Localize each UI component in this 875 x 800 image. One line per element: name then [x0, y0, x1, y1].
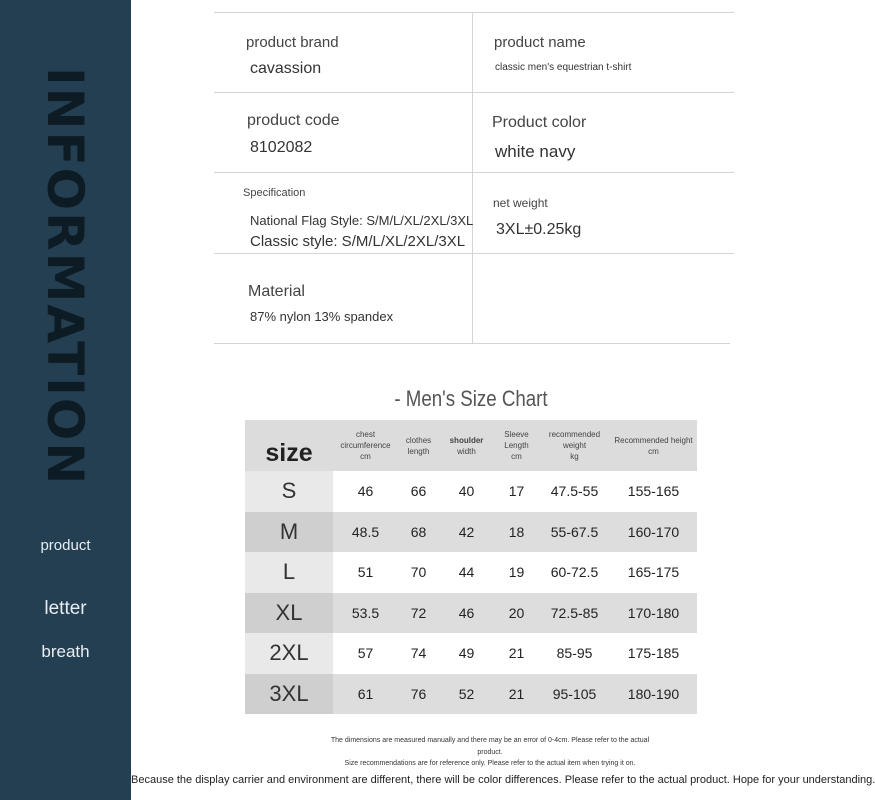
table-cell: 60-72.5 — [539, 552, 610, 593]
sleeve-length-header: Sleeve Length cm — [494, 420, 539, 471]
table-row — [245, 512, 697, 553]
size-cell: L — [245, 552, 333, 593]
size-cell: S — [245, 471, 333, 512]
material-value: 87% nylon 13% spandex — [250, 309, 394, 324]
table-cell: 95-105 — [539, 674, 610, 715]
info-divider — [214, 12, 734, 13]
table-cell: 19 — [494, 552, 539, 593]
table-cell: 74 — [398, 633, 439, 674]
info-divider — [214, 253, 734, 254]
table-cell: 57 — [333, 633, 398, 674]
table-cell: 40 — [439, 471, 494, 512]
table-cell: 68 — [398, 512, 439, 553]
table-cell: 53.5 — [333, 593, 398, 634]
table-cell: 72 — [398, 593, 439, 634]
table-cell: 44 — [439, 552, 494, 593]
table-cell: 48.5 — [333, 512, 398, 553]
spec-line-classic: Classic style: S/M/L/XL/2XL/3XL — [250, 233, 466, 250]
weight-label: net weight — [493, 196, 548, 210]
clothes-length-header: clothes length — [398, 420, 439, 471]
measurement-note: The dimensions are measured manually and there may be an error of 0-4cm. Please refer to the actual — [330, 737, 650, 744]
table-cell: 180-190 — [610, 674, 697, 715]
size-cell: 3XL — [245, 674, 333, 715]
table-cell: 160-170 — [610, 512, 697, 553]
info-divider — [214, 172, 734, 173]
product-info-table — [214, 12, 734, 344]
table-cell: 51 — [333, 552, 398, 593]
table-row — [245, 471, 697, 512]
table-cell: 155-165 — [610, 471, 697, 512]
shoulder-width-header: shoulder width — [439, 420, 494, 471]
table-cell: 46 — [333, 471, 398, 512]
table-cell: 175-185 — [610, 633, 697, 674]
name-value: classic men's equestrian t-shirt — [495, 62, 632, 73]
code-label: product code — [247, 112, 340, 129]
table-cell: 70 — [398, 552, 439, 593]
table-row — [245, 593, 697, 634]
size-chart-table — [245, 420, 697, 714]
info-divider — [214, 92, 734, 93]
table-row — [245, 633, 697, 674]
size-cell: 2XL — [245, 633, 333, 674]
table-cell: 17 — [494, 471, 539, 512]
spec-line-flag: National Flag Style: S/M/L/XL/2XL/3XL — [250, 213, 474, 228]
table-cell: 47.5-55 — [539, 471, 610, 512]
size-column-header: size — [245, 420, 333, 471]
size-chart-title: - Men's Size Chart — [394, 386, 548, 411]
size-cell: XL — [245, 593, 333, 634]
measurement-note-cont: product. — [477, 749, 503, 756]
name-label: product name — [494, 34, 586, 51]
color-value: white navy — [495, 142, 576, 161]
table-cell: 72.5-85 — [539, 593, 610, 634]
brand-label: product brand — [246, 34, 339, 51]
recommended-weight-header: recommended weight kg — [539, 420, 610, 471]
table-cell: 85-95 — [539, 633, 610, 674]
material-label: Material — [248, 283, 305, 300]
sidebar-panel — [0, 0, 131, 800]
weight-value: 3XL±0.25kg — [496, 221, 582, 238]
table-cell: 46 — [439, 593, 494, 634]
table-cell: 49 — [439, 633, 494, 674]
sidebar-word-letter: letter — [44, 598, 87, 619]
table-cell: 76 — [398, 674, 439, 715]
information-vertical-title: INFORMATION — [36, 67, 94, 487]
info-divider — [214, 343, 730, 344]
sidebar-word-breath: breath — [41, 642, 90, 661]
table-cell: 170-180 — [610, 593, 697, 634]
info-column-divider — [472, 12, 473, 343]
table-cell: 165-175 — [610, 552, 697, 593]
size-recommendation-note: Size recommendations are for reference only. Please refer to the actual item when trying it on. — [344, 760, 636, 767]
table-cell: 42 — [439, 512, 494, 553]
size-chart-header-row — [245, 420, 697, 471]
code-value: 8102082 — [250, 139, 313, 156]
table-row — [245, 552, 697, 593]
table-row — [245, 674, 697, 715]
spec-label: Specification — [243, 187, 306, 199]
chest-header: chest circumference cm — [333, 420, 398, 471]
table-cell: 21 — [494, 674, 539, 715]
table-cell: 18 — [494, 512, 539, 553]
size-cell: M — [245, 512, 333, 553]
table-cell: 52 — [439, 674, 494, 715]
color-difference-footer: Because the display carrier and environment are different, there will be color differences. Please refer to the actual product. Hope for your understanding. — [131, 774, 875, 786]
brand-value: cavassion — [250, 60, 322, 77]
recommended-height-header: Recommended height cm — [610, 420, 697, 471]
color-label: Product color — [492, 114, 587, 131]
table-cell: 20 — [494, 593, 539, 634]
table-cell: 21 — [494, 633, 539, 674]
table-cell: 55-67.5 — [539, 512, 610, 553]
sidebar-word-product: product — [40, 537, 91, 554]
table-cell: 61 — [333, 674, 398, 715]
table-cell: 66 — [398, 471, 439, 512]
